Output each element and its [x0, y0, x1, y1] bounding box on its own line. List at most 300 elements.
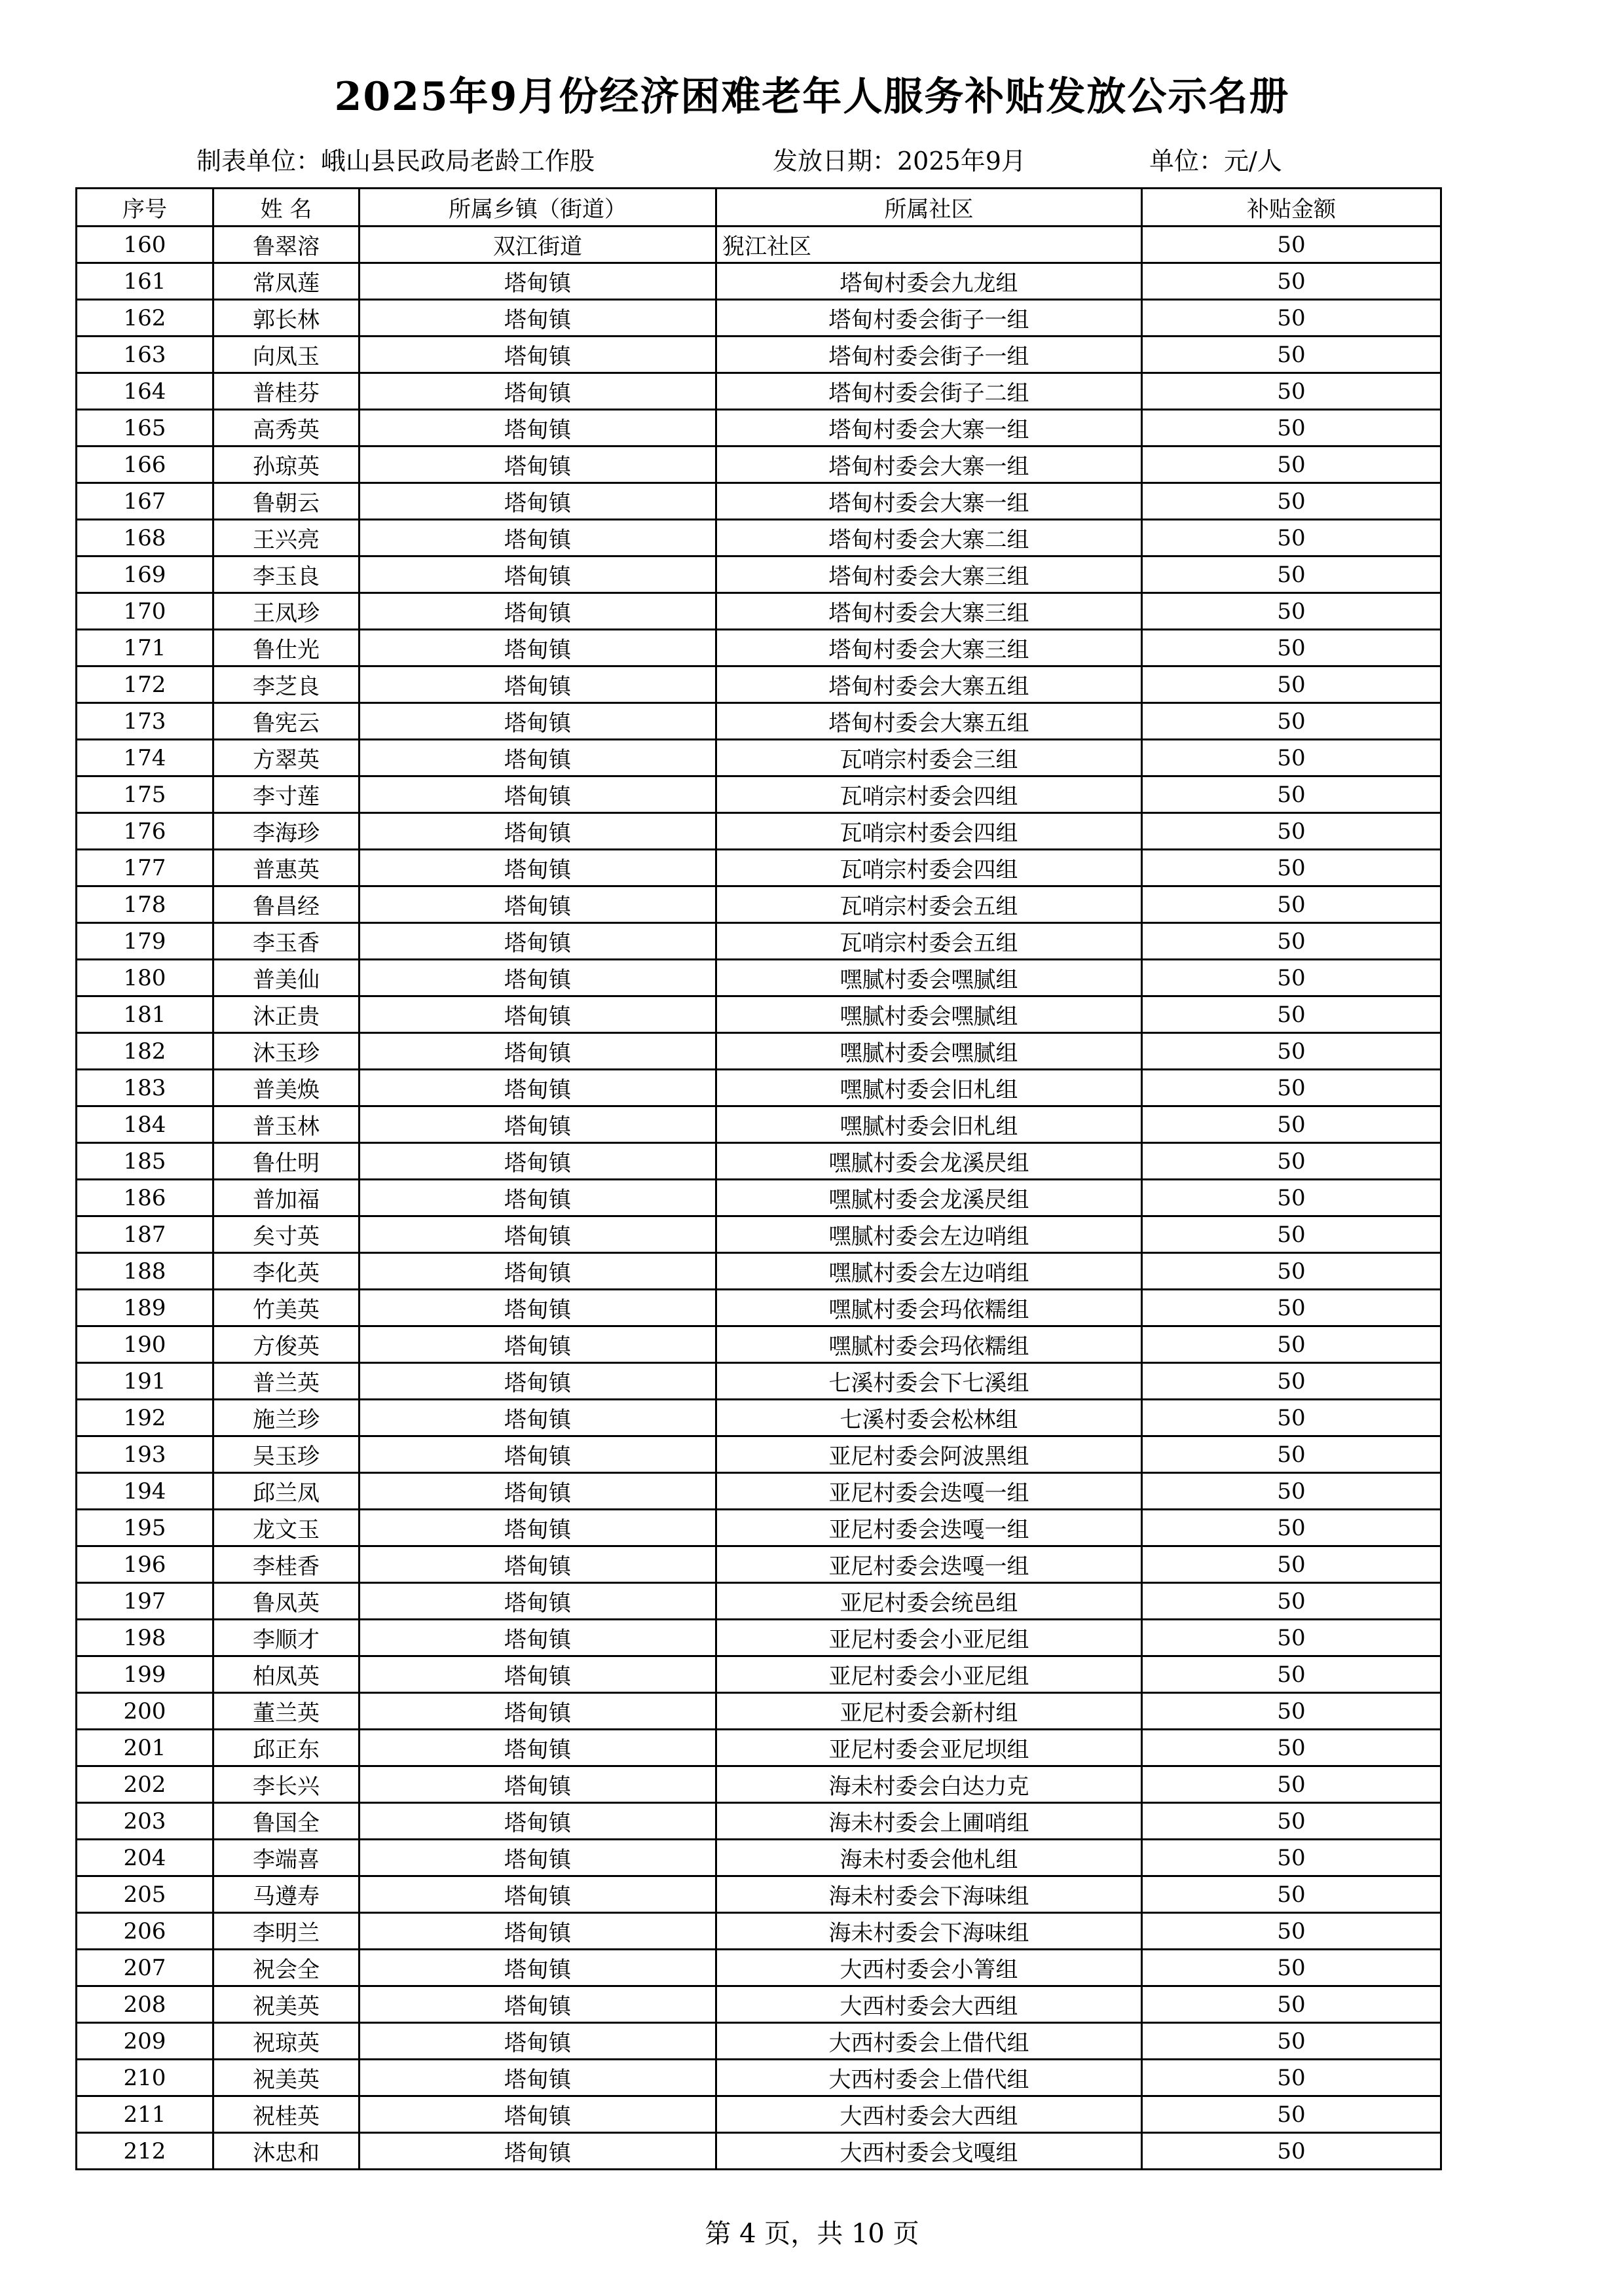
cell-index: 205 [77, 1876, 213, 1913]
cell-town: 塔甸镇 [360, 1216, 716, 1253]
table-row [77, 1326, 1441, 1363]
cell-town: 塔甸镇 [360, 1326, 716, 1363]
cell-town: 塔甸镇 [360, 813, 716, 850]
cell-index: 166 [77, 446, 213, 483]
table-row [77, 556, 1441, 593]
table-row [77, 1730, 1441, 1766]
cell-index: 165 [77, 410, 213, 446]
cell-index: 179 [77, 923, 213, 960]
cell-index: 184 [77, 1106, 213, 1143]
cell-name: 邱正东 [213, 1730, 360, 1766]
table-row [77, 1106, 1441, 1143]
table-row [77, 886, 1441, 923]
header-amount: 补贴金额 [1142, 189, 1441, 227]
cell-name: 李明兰 [213, 1913, 360, 1950]
table-row [77, 300, 1441, 337]
cell-index: 186 [77, 1180, 213, 1216]
cell-amount: 50 [1142, 996, 1441, 1033]
cell-index: 171 [77, 630, 213, 666]
table-header-row [77, 189, 1441, 227]
cell-name: 祝会全 [213, 1950, 360, 1986]
cell-index: 181 [77, 996, 213, 1033]
cell-town: 塔甸镇 [360, 960, 716, 996]
cell-index: 192 [77, 1400, 213, 1436]
cell-community: 嘿腻村委会嘿腻组 [716, 1033, 1142, 1070]
cell-amount: 50 [1142, 1693, 1441, 1730]
cell-index: 185 [77, 1143, 213, 1180]
cell-name: 李海珍 [213, 813, 360, 850]
cell-community: 大西村委会大西组 [716, 2096, 1142, 2133]
table-row [77, 1510, 1441, 1546]
cell-amount: 50 [1142, 1840, 1441, 1876]
table-row [77, 1950, 1441, 1986]
cell-amount: 50 [1142, 1363, 1441, 1400]
cell-amount: 50 [1142, 520, 1441, 556]
cell-name: 普兰英 [213, 1363, 360, 1400]
cell-town: 塔甸镇 [360, 263, 716, 300]
cell-index: 197 [77, 1583, 213, 1620]
cell-community: 塔甸村委会大寨二组 [716, 520, 1142, 556]
table-row [77, 776, 1441, 813]
cell-index: 170 [77, 593, 213, 630]
cell-town: 塔甸镇 [360, 1033, 716, 1070]
cell-community: 大西村委会大西组 [716, 1986, 1142, 2023]
cell-community: 塔甸村委会街子一组 [716, 337, 1142, 373]
cell-community: 嘿腻村委会左边哨组 [716, 1216, 1142, 1253]
cell-amount: 50 [1142, 2133, 1441, 2170]
cell-index: 211 [77, 2096, 213, 2133]
table-row [77, 1583, 1441, 1620]
cell-town: 塔甸镇 [360, 1913, 716, 1950]
cell-town: 塔甸镇 [360, 556, 716, 593]
cell-index: 191 [77, 1363, 213, 1400]
cell-community: 塔甸村委会大寨五组 [716, 666, 1142, 703]
cell-town: 塔甸镇 [360, 446, 716, 483]
table-row [77, 1253, 1441, 1290]
cell-community: 瓦哨宗村委会三组 [716, 740, 1142, 776]
cell-town: 塔甸镇 [360, 776, 716, 813]
table-row [77, 1290, 1441, 1326]
cell-name: 高秀英 [213, 410, 360, 446]
table-row [77, 2060, 1441, 2096]
cell-name: 李寸莲 [213, 776, 360, 813]
cell-name: 鲁翠溶 [213, 227, 360, 263]
cell-town: 塔甸镇 [360, 1070, 716, 1106]
cell-amount: 50 [1142, 1803, 1441, 1840]
cell-name: 王凤珍 [213, 593, 360, 630]
cell-amount: 50 [1142, 1546, 1441, 1583]
table-row [77, 1656, 1441, 1693]
cell-index: 187 [77, 1216, 213, 1253]
cell-amount: 50 [1142, 960, 1441, 996]
cell-community: 海未村委会上圃哨组 [716, 1803, 1142, 1840]
cell-name: 李桂香 [213, 1546, 360, 1583]
cell-name: 普桂芬 [213, 373, 360, 410]
cell-community: 塔甸村委会大寨三组 [716, 556, 1142, 593]
cell-community: 塔甸村委会街子二组 [716, 373, 1142, 410]
cell-name: 邱兰凤 [213, 1473, 360, 1510]
table-row [77, 1033, 1441, 1070]
table-row [77, 1180, 1441, 1216]
cell-index: 203 [77, 1803, 213, 1840]
cell-index: 206 [77, 1913, 213, 1950]
cell-index: 207 [77, 1950, 213, 1986]
cell-index: 176 [77, 813, 213, 850]
table-row [77, 1473, 1441, 1510]
cell-town: 塔甸镇 [360, 520, 716, 556]
cell-name: 孙琼英 [213, 446, 360, 483]
table-row [77, 1143, 1441, 1180]
cell-name: 祝美英 [213, 2060, 360, 2096]
cell-index: 164 [77, 373, 213, 410]
cell-community: 大西村委会上借代组 [716, 2023, 1142, 2060]
cell-name: 向凤玉 [213, 337, 360, 373]
cell-name: 竹美英 [213, 1290, 360, 1326]
cell-index: 183 [77, 1070, 213, 1106]
cell-name: 普玉林 [213, 1106, 360, 1143]
table-row [77, 227, 1441, 263]
cell-community: 亚尼村委会新村组 [716, 1693, 1142, 1730]
cell-index: 188 [77, 1253, 213, 1290]
cell-community: 大西村委会上借代组 [716, 2060, 1142, 2096]
cell-name: 普加福 [213, 1180, 360, 1216]
cell-community: 七溪村委会下七溪组 [716, 1363, 1142, 1400]
cell-community: 塔甸村委会大寨一组 [716, 483, 1142, 520]
cell-town: 塔甸镇 [360, 2060, 716, 2096]
header-name: 姓 名 [213, 189, 360, 227]
table-row [77, 1840, 1441, 1876]
cell-community: 塔甸村委会大寨五组 [716, 703, 1142, 740]
cell-name: 祝美英 [213, 1986, 360, 2023]
cell-town: 塔甸镇 [360, 1876, 716, 1913]
cell-index: 210 [77, 2060, 213, 2096]
cell-community: 海未村委会下海味组 [716, 1913, 1142, 1950]
cell-amount: 50 [1142, 1106, 1441, 1143]
cell-amount: 50 [1142, 776, 1441, 813]
table-row [77, 960, 1441, 996]
table-row [77, 1913, 1441, 1950]
cell-community: 海未村委会白达力克 [716, 1766, 1142, 1803]
cell-community: 猊江社区 [716, 227, 1142, 263]
cell-index: 200 [77, 1693, 213, 1730]
cell-amount: 50 [1142, 1620, 1441, 1656]
cell-town: 塔甸镇 [360, 740, 716, 776]
cell-community: 嘿腻村委会左边哨组 [716, 1253, 1142, 1290]
cell-community: 瓦哨宗村委会四组 [716, 776, 1142, 813]
cell-index: 161 [77, 263, 213, 300]
cell-name: 吴玉珍 [213, 1436, 360, 1473]
cell-town: 塔甸镇 [360, 2096, 716, 2133]
cell-index: 162 [77, 300, 213, 337]
cell-amount: 50 [1142, 1143, 1441, 1180]
table-row [77, 1876, 1441, 1913]
cell-index: 202 [77, 1766, 213, 1803]
cell-name: 鲁朝云 [213, 483, 360, 520]
cell-name: 李玉香 [213, 923, 360, 960]
cell-name: 李化英 [213, 1253, 360, 1290]
cell-community: 亚尼村委会迭嘎一组 [716, 1473, 1142, 1510]
cell-index: 163 [77, 337, 213, 373]
cell-town: 塔甸镇 [360, 1766, 716, 1803]
cell-town: 塔甸镇 [360, 373, 716, 410]
cell-town: 塔甸镇 [360, 1950, 716, 1986]
cell-town: 塔甸镇 [360, 1436, 716, 1473]
cell-community: 嘿腻村委会龙溪昃组 [716, 1180, 1142, 1216]
cell-community: 嘿腻村委会龙溪昃组 [716, 1143, 1142, 1180]
cell-community: 亚尼村委会迭嘎一组 [716, 1510, 1142, 1546]
cell-amount: 50 [1142, 1180, 1441, 1216]
cell-amount: 50 [1142, 630, 1441, 666]
cell-amount: 50 [1142, 1913, 1441, 1950]
table-row [77, 337, 1441, 373]
cell-town: 塔甸镇 [360, 1803, 716, 1840]
maker-unit: 制表单位：峨山县民政局老龄工作股 [196, 147, 595, 175]
cell-name: 祝桂英 [213, 2096, 360, 2133]
cell-town: 塔甸镇 [360, 1730, 716, 1766]
cell-amount: 50 [1142, 446, 1441, 483]
cell-amount: 50 [1142, 1033, 1441, 1070]
cell-name: 李芝良 [213, 666, 360, 703]
cell-town: 塔甸镇 [360, 996, 716, 1033]
cell-index: 199 [77, 1656, 213, 1693]
cell-name: 董兰英 [213, 1693, 360, 1730]
cell-amount: 50 [1142, 410, 1441, 446]
cell-name: 普惠英 [213, 850, 360, 886]
cell-community: 瓦哨宗村委会四组 [716, 813, 1142, 850]
cell-name: 鲁仕明 [213, 1143, 360, 1180]
cell-index: 177 [77, 850, 213, 886]
cell-town: 塔甸镇 [360, 630, 716, 666]
cell-town: 塔甸镇 [360, 703, 716, 740]
cell-community: 亚尼村委会阿波黑组 [716, 1436, 1142, 1473]
cell-name: 龙文玉 [213, 1510, 360, 1546]
table-row [77, 373, 1441, 410]
cell-index: 189 [77, 1290, 213, 1326]
table-row [77, 1766, 1441, 1803]
cell-index: 195 [77, 1510, 213, 1546]
cell-town: 塔甸镇 [360, 666, 716, 703]
table-row [77, 1363, 1441, 1400]
cell-name: 王兴亮 [213, 520, 360, 556]
table-row [77, 1693, 1441, 1730]
cell-town: 塔甸镇 [360, 410, 716, 446]
cell-index: 190 [77, 1326, 213, 1363]
cell-amount: 50 [1142, 1876, 1441, 1913]
cell-community: 嘿腻村委会旧札组 [716, 1070, 1142, 1106]
cell-amount: 50 [1142, 300, 1441, 337]
cell-community: 塔甸村委会九龙组 [716, 263, 1142, 300]
cell-name: 郭长林 [213, 300, 360, 337]
table-row [77, 483, 1441, 520]
cell-amount: 50 [1142, 1950, 1441, 1986]
cell-name: 柏凤英 [213, 1656, 360, 1693]
page-title: 2025年9月份经济困难老年人服务补贴发放公示名册 [334, 74, 1290, 120]
cell-index: 168 [77, 520, 213, 556]
cell-amount: 50 [1142, 556, 1441, 593]
cell-town: 塔甸镇 [360, 300, 716, 337]
cell-community: 塔甸村委会大寨一组 [716, 410, 1142, 446]
cell-community: 瓦哨宗村委会五组 [716, 923, 1142, 960]
cell-town: 塔甸镇 [360, 483, 716, 520]
cell-town: 塔甸镇 [360, 1840, 716, 1876]
cell-name: 方俊英 [213, 1326, 360, 1363]
cell-index: 201 [77, 1730, 213, 1766]
table-row [77, 740, 1441, 776]
cell-town: 塔甸镇 [360, 1180, 716, 1216]
table-row [77, 2023, 1441, 2060]
cell-name: 鲁仕光 [213, 630, 360, 666]
table-row [77, 263, 1441, 300]
cell-town: 塔甸镇 [360, 1620, 716, 1656]
cell-town: 塔甸镇 [360, 1986, 716, 2023]
cell-amount: 50 [1142, 593, 1441, 630]
cell-index: 175 [77, 776, 213, 813]
cell-amount: 50 [1142, 1290, 1441, 1326]
cell-amount: 50 [1142, 483, 1441, 520]
cell-community: 嘿腻村委会玛依糯组 [716, 1326, 1142, 1363]
table-row [77, 1436, 1441, 1473]
table-row [77, 446, 1441, 483]
cell-index: 212 [77, 2133, 213, 2170]
cell-town: 塔甸镇 [360, 1510, 716, 1546]
subsidy-table [75, 187, 1442, 2170]
table-row [77, 1986, 1441, 2023]
cell-amount: 50 [1142, 666, 1441, 703]
header-community: 所属社区 [716, 189, 1142, 227]
cell-community: 瓦哨宗村委会五组 [716, 886, 1142, 923]
header-town: 所属乡镇（街道） [360, 189, 716, 227]
cell-name: 鲁凤英 [213, 1583, 360, 1620]
cell-community: 嘿腻村委会嘿腻组 [716, 960, 1142, 996]
cell-amount: 50 [1142, 1216, 1441, 1253]
cell-index: 208 [77, 1986, 213, 2023]
cell-community: 亚尼村委会迭嘎一组 [716, 1546, 1142, 1583]
cell-town: 塔甸镇 [360, 1400, 716, 1436]
table-body [77, 227, 1441, 2170]
cell-name: 普美焕 [213, 1070, 360, 1106]
table-row [77, 1803, 1441, 1840]
table-row [77, 520, 1441, 556]
cell-amount: 50 [1142, 2023, 1441, 2060]
cell-name: 李玉良 [213, 556, 360, 593]
cell-town: 塔甸镇 [360, 850, 716, 886]
cell-amount: 50 [1142, 1253, 1441, 1290]
cell-amount: 50 [1142, 1473, 1441, 1510]
cell-name: 方翠英 [213, 740, 360, 776]
issue-date: 发放日期：2025年9月 [773, 147, 1026, 175]
cell-town: 塔甸镇 [360, 337, 716, 373]
cell-name: 李顺才 [213, 1620, 360, 1656]
cell-town: 塔甸镇 [360, 1143, 716, 1180]
cell-amount: 50 [1142, 850, 1441, 886]
cell-community: 塔甸村委会大寨三组 [716, 593, 1142, 630]
table-row [77, 1400, 1441, 1436]
table-row [77, 813, 1441, 850]
cell-name: 鲁宪云 [213, 703, 360, 740]
cell-index: 193 [77, 1436, 213, 1473]
header-index: 序号 [77, 189, 213, 227]
cell-amount: 50 [1142, 703, 1441, 740]
cell-town: 塔甸镇 [360, 1473, 716, 1510]
cell-community: 瓦哨宗村委会四组 [716, 850, 1142, 886]
cell-town: 塔甸镇 [360, 1546, 716, 1583]
cell-town: 塔甸镇 [360, 2133, 716, 2170]
cell-amount: 50 [1142, 1070, 1441, 1106]
table-row [77, 1620, 1441, 1656]
cell-index: 172 [77, 666, 213, 703]
cell-amount: 50 [1142, 1583, 1441, 1620]
cell-amount: 50 [1142, 1656, 1441, 1693]
cell-name: 普美仙 [213, 960, 360, 996]
cell-index: 194 [77, 1473, 213, 1510]
cell-name: 祝琼英 [213, 2023, 360, 2060]
cell-town: 塔甸镇 [360, 1290, 716, 1326]
cell-community: 大西村委会戈嘎组 [716, 2133, 1142, 2170]
cell-amount: 50 [1142, 1986, 1441, 2023]
cell-town: 双江街道 [360, 227, 716, 263]
cell-name: 矣寸英 [213, 1216, 360, 1253]
cell-index: 182 [77, 1033, 213, 1070]
cell-community: 七溪村委会松林组 [716, 1400, 1142, 1436]
cell-amount: 50 [1142, 1326, 1441, 1363]
cell-index: 180 [77, 960, 213, 996]
cell-community: 塔甸村委会街子一组 [716, 300, 1142, 337]
cell-town: 塔甸镇 [360, 1106, 716, 1143]
cell-amount: 50 [1142, 923, 1441, 960]
cell-town: 塔甸镇 [360, 923, 716, 960]
cell-amount: 50 [1142, 2096, 1441, 2133]
cell-community: 亚尼村委会小亚尼组 [716, 1620, 1142, 1656]
cell-amount: 50 [1142, 337, 1441, 373]
table-row [77, 2096, 1441, 2133]
table-row [77, 630, 1441, 666]
cell-town: 塔甸镇 [360, 886, 716, 923]
cell-community: 嘿腻村委会旧札组 [716, 1106, 1142, 1143]
cell-amount: 50 [1142, 886, 1441, 923]
cell-amount: 50 [1142, 2060, 1441, 2096]
cell-community: 亚尼村委会亚尼坝组 [716, 1730, 1142, 1766]
cell-town: 塔甸镇 [360, 1363, 716, 1400]
cell-town: 塔甸镇 [360, 593, 716, 630]
cell-index: 160 [77, 227, 213, 263]
cell-community: 亚尼村委会统邑组 [716, 1583, 1142, 1620]
cell-amount: 50 [1142, 1766, 1441, 1803]
cell-name: 常凤莲 [213, 263, 360, 300]
cell-community: 嘿腻村委会玛依糯组 [716, 1290, 1142, 1326]
table-row [77, 410, 1441, 446]
cell-community: 海未村委会下海味组 [716, 1876, 1142, 1913]
cell-community: 大西村委会小箐组 [716, 1950, 1142, 1986]
cell-amount: 50 [1142, 1400, 1441, 1436]
cell-community: 塔甸村委会大寨一组 [716, 446, 1142, 483]
cell-community: 亚尼村委会小亚尼组 [716, 1656, 1142, 1693]
cell-community: 嘿腻村委会嘿腻组 [716, 996, 1142, 1033]
cell-name: 鲁国全 [213, 1803, 360, 1840]
table-row [77, 996, 1441, 1033]
cell-name: 李端喜 [213, 1840, 360, 1876]
table-row [77, 850, 1441, 886]
cell-name: 鲁昌经 [213, 886, 360, 923]
cell-town: 塔甸镇 [360, 1656, 716, 1693]
cell-community: 海未村委会他札组 [716, 1840, 1142, 1876]
cell-town: 塔甸镇 [360, 1583, 716, 1620]
table-row [77, 2133, 1441, 2170]
cell-name: 施兰珍 [213, 1400, 360, 1436]
table-row [77, 923, 1441, 960]
cell-town: 塔甸镇 [360, 1253, 716, 1290]
cell-town: 塔甸镇 [360, 2023, 716, 2060]
cell-index: 209 [77, 2023, 213, 2060]
